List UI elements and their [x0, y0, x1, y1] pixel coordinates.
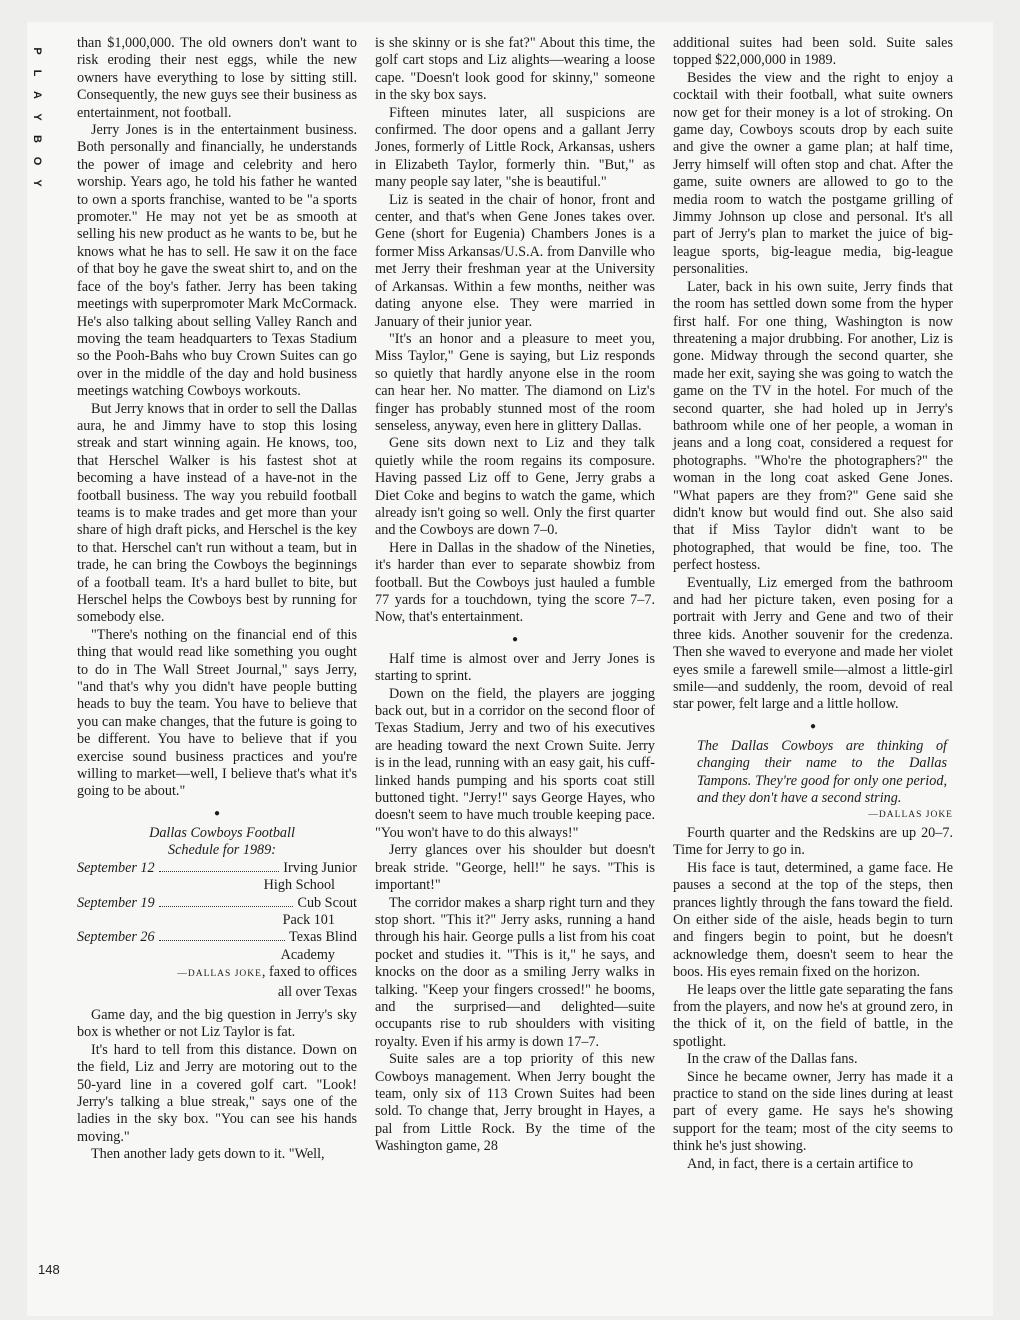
paragraph: Game day, and the big question in Jerry's sky box is whether or not Liz Taylor is fat. — [77, 1006, 357, 1041]
paragraph: The corridor makes a sharp right turn and they stop short. "This it?" Jerry asks, running a hand through his hair. George pulls a list from his coat pocket and studies it. "This is it," he says, and knocks on the door as a smiling Jerry walks in talking. "Keep your fingers crossed!" he booms, and the surprised—and delighted—suite occupants rise to rub shoulders with visiting royalty. Even if his army is down 17–7. — [375, 894, 655, 1050]
paragraph: Jerry Jones is in the entertainment business. Both personally and financially, he understands the power of image and celebrity and hero worship. Years ago, he told his father he wanted to own a sports franchise, wanted to be "a sports promoter." He may not yet be as smooth at selling his new product as he wants to be, but he knows what he has to sell. He saw it on the face of that boy he gave the sweat shirt to, and on the face of the boy's father. Jerry has been taking meetings with superpromoter Mark McCormack. He's also talking about selling Valley Ranch and moving the team headquarters to Texas Stadium so the Pooh-Bahs who buy Crown Suites can go over in the middle of the day and hold business meetings watching Cowboys workouts. — [77, 122, 357, 400]
masthead-letter: B — [31, 135, 43, 143]
masthead-letter: Y — [31, 179, 43, 187]
paragraph: Down on the field, the players are jogging back out, but in a corridor on the second floor of Texas Stadium, Jerry and two of his executives are heading toward the next Crown Suite. Jerry is in the lead, running with an easy gait, his cuff-linked hands pumping and his sports coat still buttoned tight. "Jerry!" says George Hayes, who doesn't seem to have much trouble keeping pace. "You won't have to do this always!" — [375, 685, 655, 841]
attribution-rest: , faxed to offices — [261, 964, 357, 981]
attribution-source: —DALLAS JOKE — [177, 969, 262, 980]
masthead-letter: Y — [31, 113, 43, 121]
section-divider: ● — [213, 807, 221, 819]
paragraph: It's hard to tell from this distance. Down on the field, Liz and Jerry are motoring out to the 50-yard line in a covered golf cart. "Look! Jerry's talking a blue streak," says one of the ladies in the sky box. "You can see his hands moving." — [77, 1041, 357, 1145]
paragraph: Besides the view and the right to enjoy a cocktail with their football, what suite owners now get for their money is a lot of stroking. On game day, Cowboys scouts drop by each suite and give the owner a game plan; at half time, Jerry himself will often stop and chat. After the game, suite owners are allowed to go to the media room to watch the postgame grilling of Jimmy Johnson up close and personal. It's all part of Jerry's plan to market the juice of big-league sports, big-league media, big-league personalities. — [673, 69, 953, 278]
paragraph: And, in fact, there is a certain artifice to — [687, 1155, 914, 1172]
schedule-opponent-cont: Pack 101 — [282, 911, 335, 928]
paragraph: He leaps over the little gate separating the fans from the players, and now he's at ground zero, in the thick of it, on the field of battle, in the spotlight. — [673, 981, 953, 1050]
paragraph: Gene sits down next to Liz and they talk quietly while the room regains its composure. Having passed Liz off to Gene, Jerry grabs a Diet Coke and begins to watch the game, which already isn't going so well. Only the first quarter and the Cowboys are down 7–0. — [375, 435, 655, 539]
paragraph: Here in Dallas in the shadow of the Nineties, it's harder than ever to separate showbiz from football. But the Cowboys just hauled a fumble 77 yards for a touchdown, tying the score 7–7. Now, that's entertainment. — [375, 539, 655, 626]
paragraph: Liz is seated in the chair of honor, front and center, and that's when Gene Jones takes over. Gene (short for Eugenia) Chambers Jones is a former Miss Arkansas/U.S.A. from Danville who met Jerry their freshman year at the University of Arkansas. Within a few months, neither was dating anyone else. They were married in January of their junior year. — [375, 191, 655, 330]
schedule-opponent: Irving Junior — [283, 859, 357, 876]
paragraph: than $1,000,000. The old owners don't want to risk eroding their nest eggs, while the new owners have everything to lose by sitting still. Consequently, the new guys see their business as entertainment, not football. — [77, 35, 357, 121]
column-2 — [375, 35, 655, 1156]
schedule-opponent: Cub Scout — [297, 894, 357, 911]
paragraph: Half time is almost over and Jerry Jones is starting to sprint. — [375, 650, 655, 685]
playboy-masthead — [28, 40, 46, 194]
paragraph: His face is taut, determined, a game face. He pauses a second at the top of the steps, then prances lightly through the fans toward the field. On either side of the aisle, heads begin to turn and fingers begin to point, but he doesn't acknowledge them, doesn't seem to hear the boos. His eyes remain fixed on the horizon. — [673, 859, 953, 981]
paragraph: "It's an honor and a pleasure to meet you, Miss Taylor," Gene is saying, but Liz responds so quietly that hardly anyone else in the room can hear her. No matter. The diamond on Liz's finger has probably stunned most of the room senseless, anyway, even here in glittery Dallas. — [375, 330, 655, 434]
schedule-date: September 12 — [77, 859, 155, 876]
schedule-row — [77, 860, 357, 877]
paragraph: Later, back in his own suite, Jerry finds that the room has settled down some from the hyper first half. For one thing, Washington is now threatening a major drubbing. For another, Liz is gone. Midway through the second quarter, she made her exit, saying she was going to watch the game on the TV in the hotel. For much of the second quarter, she had holed up in Jerry's bathroom while one of her people, a woman in jeans and a long coat, considered a request for photographs. "Who're the photographers?" the woman in the long coat asked Gene Jones. "What papers are they from?" Gene said she didn't know but would find out. She also said that if Miss Taylor didn't want to be photographed, that would be fine, too. The perfect hostess. — [673, 278, 953, 574]
schedule-title-2: Schedule for 1989: — [168, 842, 276, 859]
section-divider: ● — [809, 720, 817, 732]
schedule-opponent: Texas Blind — [289, 929, 357, 946]
schedule-row — [77, 929, 357, 946]
schedule-row — [77, 895, 357, 912]
dot-leader — [159, 940, 285, 941]
schedule-opponent-cont: Academy — [280, 946, 335, 963]
joke-attribution: —DALLAS JOKE — [868, 810, 953, 821]
paragraph: In the craw of the Dallas fans. — [687, 1051, 858, 1068]
paragraph: Since he became owner, Jerry has made it a practice to stand on the side lines during at least part of every game. He says he's showing support for the team; most of the city seems to think he's just showing. — [673, 1068, 953, 1155]
schedule-date: September 26 — [77, 929, 155, 946]
paragraph: Jerry glances over his shoulder but doesn't break stride. "George, hell!" he says. "This is important!" — [375, 842, 655, 894]
joke-quote: The Dallas Cowboys are thinking of changing their name to the Dallas Tampons. They're good for only one period, and they don't have a second string. — [697, 737, 947, 807]
paragraph: Fourth quarter and the Redskins are up 20–7. Time for Jerry to go in. — [673, 824, 953, 859]
paragraph: is she skinny or is she fat?" About this time, the golf cart stops and Liz alights—wearing a loose cape. "Doesn't look good for skinny," someone in the sky box says. — [375, 35, 655, 104]
paragraph: Suite sales are a top priority of this new Cowboys management. When Jerry bought the team, only six of 113 Crown Suites had been sold. To change that, Jerry brought in Hayes, a pal from Little Rock. By the time of the Washington game, 28 — [375, 1051, 655, 1155]
paragraph: Then another lady gets down to it. "Well, — [91, 1146, 325, 1163]
schedule-title-1: Dallas Cowboys Football — [149, 824, 295, 841]
masthead-letter: P — [31, 47, 43, 55]
paragraph: "There's nothing on the financial end of this thing that would read like something you ought to do in The Wall Street Journal," says Jerry, "and that's why you didn't have people butting heads to buy the team. You have to believe that you can make changes, that the future is going to be different. You have to believe that if you exercise sound business practices and you're willing to market—well, I believe that's what it's going to be about." — [77, 626, 357, 800]
dot-leader — [159, 871, 280, 872]
schedule-date: September 19 — [77, 894, 155, 911]
paragraph: Fifteen minutes later, all suspicions are confirmed. The door opens and a gallant Jerry Jones, formerly of Little Rock, Arkansas, ushers in Elizabeth Taylor, formerly thin. "But," as many people say later, "she is beautiful." — [375, 104, 655, 191]
masthead-letter: O — [31, 156, 43, 166]
joke-schedule — [77, 825, 357, 1001]
dot-leader — [159, 906, 294, 907]
column-1 — [77, 35, 357, 1164]
paragraph: Eventually, Liz emerged from the bathroom and had her picture taken, even posing for a portrait with Jerry and Gene and two of their three kids. Another souvenir for the credenza. Then she waved to everyone and made her violet eyes smile a farewell smile—almost a little-girl smile—and suddenly, the room, devoid of real star power, felt large and a little hollow. — [673, 574, 953, 713]
masthead-letter: A — [31, 91, 43, 99]
schedule-attribution-2: all over Texas — [277, 983, 357, 1000]
paragraph: additional suites had been sold. Suite sales topped $22,000,000 in 1989. — [673, 35, 953, 69]
schedule-opponent-cont: High School — [263, 877, 335, 894]
page-number: 148 — [38, 1262, 60, 1277]
paragraph: But Jerry knows that in order to sell the Dallas aura, he and Jimmy have to stop this losing streak and start winning again. He knows, too, that Herschel Walker is his fastest shot at becoming a have instead of a have-not in the football business. The way you rebuild football teams is to make trades and get more than your share of high draft picks, and Herschel is the key to that. Herschel can't run without a team, but in trade, he can bring the Cowboys the beginnings of a football team. It's a hard bullet to bite, but Herschel helps the Cowboys best by running for somebody else. — [77, 400, 357, 626]
column-3 — [673, 35, 953, 1173]
schedule-attribution — [77, 964, 357, 983]
section-divider: ● — [511, 633, 519, 645]
masthead-letter: L — [31, 69, 43, 77]
